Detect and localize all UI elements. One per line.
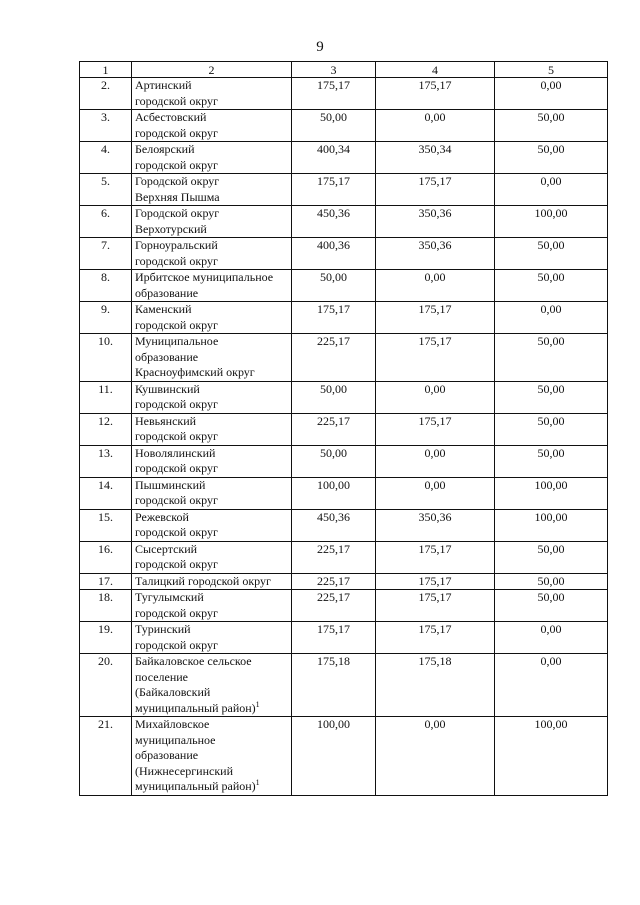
value-v3: 225,17: [292, 413, 376, 445]
municipality-name-text: муниципальный район): [135, 779, 256, 793]
value-v5: 0,00: [495, 174, 608, 206]
municipality-name-line: [135, 733, 288, 749]
budget-table: [79, 61, 608, 796]
value-v3: 50,00: [292, 110, 376, 142]
municipality-name-line: [135, 350, 288, 366]
municipality-name-text: Новолялинский: [135, 445, 216, 460]
municipality-name-line: [135, 286, 288, 302]
municipality-name-text: городской округ: [135, 493, 218, 507]
municipality-name-text: образование: [135, 349, 199, 364]
table-row: [80, 302, 608, 334]
municipality-name-text: Муниципальное: [135, 334, 219, 348]
municipality-name-text: муниципальный район): [135, 700, 256, 715]
value-v4: 0,00: [376, 110, 495, 142]
table-row: [80, 477, 608, 509]
municipality-name-text: Талицкий городской округ: [135, 573, 271, 588]
value-v3: 50,00: [292, 381, 376, 413]
value-v4: 175,17: [376, 573, 495, 590]
row-number: 6.: [80, 206, 132, 238]
municipality-name: [132, 541, 292, 573]
table-row: [80, 142, 608, 174]
municipality-name: [132, 238, 292, 270]
table-row: [80, 573, 608, 590]
value-v4: 175,17: [376, 334, 495, 382]
municipality-name-line: [135, 414, 288, 430]
value-v5: 0,00: [495, 78, 608, 110]
municipality-name-line: [135, 685, 288, 701]
municipality-name-line: [135, 238, 288, 254]
value-v3: 225,17: [292, 590, 376, 622]
municipality-name-line: [135, 158, 288, 174]
value-v5: 50,00: [495, 541, 608, 573]
municipality-name-text: поселение: [135, 669, 189, 684]
row-number: 14.: [80, 477, 132, 509]
municipality-name: [132, 717, 292, 796]
municipality-name: [132, 206, 292, 238]
municipality-name-line: [135, 206, 288, 222]
municipality-name-line: [135, 254, 288, 270]
table-row: [80, 622, 608, 654]
municipality-name-line: [135, 397, 288, 413]
municipality-name-line: [135, 334, 288, 350]
value-v3: 100,00: [292, 477, 376, 509]
municipality-name-text: Пышминский: [135, 477, 206, 492]
municipality-name-text: городской округ: [135, 429, 218, 443]
municipality-name-text: Режевской: [135, 509, 189, 524]
municipality-name: [132, 110, 292, 142]
value-v5: 50,00: [495, 334, 608, 382]
value-v3: 50,00: [292, 445, 376, 477]
table-row: [80, 381, 608, 413]
municipality-name-text: городской округ: [135, 557, 218, 571]
table-body: [80, 78, 608, 796]
municipality-name-text: городской округ: [135, 93, 218, 108]
municipality-name: [132, 654, 292, 717]
table-row: [80, 590, 608, 622]
value-v3: 225,17: [292, 573, 376, 590]
municipality-name-line: [135, 590, 288, 606]
municipality-name-line: [135, 574, 288, 590]
municipality-name-line: [135, 318, 288, 334]
value-v3: 175,17: [292, 78, 376, 110]
municipality-name-text: Верхотурский: [135, 221, 207, 236]
municipality-name-text: Горноуральский: [135, 238, 218, 252]
municipality-name: [132, 174, 292, 206]
value-v5: 100,00: [495, 477, 608, 509]
municipality-name-line: [135, 542, 288, 558]
municipality-name-text: Каменский: [135, 302, 192, 316]
municipality-name-text: городской округ: [135, 253, 218, 268]
value-v5: 0,00: [495, 654, 608, 717]
footnote-marker: 1: [255, 699, 260, 709]
row-number: 18.: [80, 590, 132, 622]
municipality-name-text: городской округ: [135, 157, 218, 172]
municipality-name-text: городской округ: [135, 525, 218, 539]
column-header-4: 4: [376, 62, 495, 78]
row-number: 2.: [80, 78, 132, 110]
table-row: [80, 541, 608, 573]
value-v4: 175,17: [376, 302, 495, 334]
value-v4: 175,17: [376, 413, 495, 445]
column-header-5: 5: [495, 62, 608, 78]
municipality-name-text: образование: [135, 285, 199, 300]
value-v3: 175,18: [292, 654, 376, 717]
value-v5: 0,00: [495, 302, 608, 334]
value-v4: 0,00: [376, 717, 495, 796]
value-v4: 175,17: [376, 590, 495, 622]
municipality-name-line: [135, 622, 288, 638]
value-v5: 0,00: [495, 622, 608, 654]
table-row: [80, 110, 608, 142]
municipality-name-line: [135, 557, 288, 573]
municipality-name-line: [135, 446, 288, 462]
table-header-row: [80, 62, 608, 78]
municipality-name: [132, 270, 292, 302]
value-v4: 0,00: [376, 270, 495, 302]
row-number: 10.: [80, 334, 132, 382]
municipality-name-line: [135, 190, 288, 206]
row-number: 11.: [80, 381, 132, 413]
municipality-name-line: [135, 365, 288, 381]
municipality-name: [132, 445, 292, 477]
municipality-name: [132, 413, 292, 445]
value-v4: 175,18: [376, 654, 495, 717]
municipality-name-line: [135, 382, 288, 398]
row-number: 21.: [80, 717, 132, 796]
municipality-name: [132, 142, 292, 174]
table-row: [80, 509, 608, 541]
municipality-name-text: Кушвинский: [135, 381, 200, 396]
value-v5: 50,00: [495, 381, 608, 413]
value-v3: 450,36: [292, 206, 376, 238]
row-number: 17.: [80, 573, 132, 590]
value-v3: 225,17: [292, 541, 376, 573]
value-v4: 350,36: [376, 238, 495, 270]
municipality-name-text: образование: [135, 748, 199, 762]
row-number: 3.: [80, 110, 132, 142]
row-number: 13.: [80, 445, 132, 477]
value-v4: 350,36: [376, 206, 495, 238]
row-number: 15.: [80, 509, 132, 541]
municipality-name-text: (Нижнесергинский: [135, 763, 233, 778]
page-number: 9: [316, 39, 324, 55]
municipality-name-line: [135, 764, 288, 780]
municipality-name-text: (Байкаловский: [135, 685, 211, 699]
municipality-name-text: городской округ: [135, 637, 218, 652]
municipality-name-text: Байкаловское сельское: [135, 654, 252, 668]
row-number: 4.: [80, 142, 132, 174]
value-v5: 50,00: [495, 110, 608, 142]
municipality-name-text: Туринский: [135, 622, 191, 636]
municipality-name-line: [135, 270, 288, 286]
municipality-name-text: Сысертский: [135, 541, 198, 556]
municipality-name-line: [135, 142, 288, 158]
value-v5: 100,00: [495, 509, 608, 541]
value-v3: 100,00: [292, 717, 376, 796]
municipality-name: [132, 477, 292, 509]
table-row: [80, 334, 608, 382]
column-header-3: 3: [292, 62, 376, 78]
table-row: [80, 174, 608, 206]
municipality-name-text: Михайловское: [135, 717, 210, 731]
table-row: [80, 413, 608, 445]
municipality-name-line: [135, 478, 288, 494]
municipality-name-text: Городской округ: [135, 174, 220, 188]
municipality-name-text: Асбестовский: [135, 110, 207, 124]
municipality-name-line: [135, 461, 288, 477]
municipality-name-line: [135, 670, 288, 686]
value-v5: 50,00: [495, 590, 608, 622]
municipality-name: [132, 622, 292, 654]
table-row: [80, 717, 608, 796]
municipality-name: [132, 573, 292, 590]
municipality-name: [132, 509, 292, 541]
value-v3: 175,17: [292, 302, 376, 334]
value-v3: 400,34: [292, 142, 376, 174]
municipality-name-line: [135, 638, 288, 654]
row-number: 5.: [80, 174, 132, 206]
municipality-name: [132, 381, 292, 413]
table-row: [80, 78, 608, 110]
value-v4: 0,00: [376, 445, 495, 477]
municipality-name-text: Городской округ: [135, 206, 220, 220]
column-header-1: 1: [80, 62, 132, 78]
row-number: 8.: [80, 270, 132, 302]
municipality-name-text: городской округ: [135, 605, 218, 620]
row-number: 16.: [80, 541, 132, 573]
municipality-name-line: [135, 429, 288, 445]
municipality-name-text: Красноуфимский округ: [135, 365, 255, 379]
municipality-name-line: [135, 302, 288, 318]
municipality-name: [132, 590, 292, 622]
municipality-name-line: [135, 779, 288, 795]
municipality-name-text: городской округ: [135, 397, 218, 411]
municipality-name-line: [135, 126, 288, 142]
value-v4: 0,00: [376, 381, 495, 413]
value-v4: 350,36: [376, 509, 495, 541]
municipality-name-text: муниципальное: [135, 732, 216, 747]
value-v4: 0,00: [376, 477, 495, 509]
municipality-name-line: [135, 606, 288, 622]
table-row: [80, 270, 608, 302]
municipality-name-line: [135, 701, 288, 717]
municipality-name-line: [135, 717, 288, 733]
footnote-marker: 1: [255, 778, 260, 787]
municipality-name-line: [135, 110, 288, 126]
municipality-name: [132, 302, 292, 334]
municipality-name-text: городской округ: [135, 461, 218, 475]
municipality-name: [132, 78, 292, 110]
value-v5: 50,00: [495, 238, 608, 270]
municipality-name-line: [135, 78, 288, 94]
municipality-name-text: Тугулымский: [135, 590, 204, 604]
municipality-name-text: Верхняя Пышма: [135, 189, 220, 204]
municipality-name-text: Ирбитское муниципальное: [135, 270, 274, 284]
row-number: 19.: [80, 622, 132, 654]
municipality-name-line: [135, 748, 288, 764]
value-v4: 350,34: [376, 142, 495, 174]
row-number: 9.: [80, 302, 132, 334]
value-v3: 225,17: [292, 334, 376, 382]
table-row: [80, 654, 608, 717]
value-v5: 100,00: [495, 717, 608, 796]
municipality-name-line: [135, 222, 288, 238]
municipality-name-line: [135, 94, 288, 110]
value-v4: 175,17: [376, 541, 495, 573]
municipality-name-line: [135, 525, 288, 541]
municipality-name: [132, 334, 292, 382]
municipality-name-text: городской округ: [135, 317, 218, 332]
municipality-name-line: [135, 174, 288, 190]
municipality-name-text: Невьянский: [135, 413, 197, 428]
value-v4: 175,17: [376, 174, 495, 206]
table-row: [80, 445, 608, 477]
value-v5: 50,00: [495, 445, 608, 477]
value-v3: 450,36: [292, 509, 376, 541]
value-v4: 175,17: [376, 622, 495, 654]
value-v5: 50,00: [495, 573, 608, 590]
value-v3: 175,17: [292, 622, 376, 654]
value-v5: 50,00: [495, 413, 608, 445]
value-v4: 175,17: [376, 78, 495, 110]
municipality-name-line: [135, 493, 288, 509]
value-v3: 175,17: [292, 174, 376, 206]
municipality-name-text: Белоярский: [135, 142, 195, 156]
value-v3: 50,00: [292, 270, 376, 302]
municipality-name-line: [135, 654, 288, 670]
row-number: 7.: [80, 238, 132, 270]
value-v3: 400,36: [292, 238, 376, 270]
municipality-name-line: [135, 510, 288, 526]
column-header-2: 2: [132, 62, 292, 78]
municipality-name-text: городской округ: [135, 125, 218, 140]
municipality-name-text: Артинский: [135, 78, 192, 92]
table-row: [80, 206, 608, 238]
value-v5: 50,00: [495, 142, 608, 174]
row-number: 12.: [80, 413, 132, 445]
value-v5: 100,00: [495, 206, 608, 238]
row-number: 20.: [80, 654, 132, 717]
table-row: [80, 238, 608, 270]
value-v5: 50,00: [495, 270, 608, 302]
